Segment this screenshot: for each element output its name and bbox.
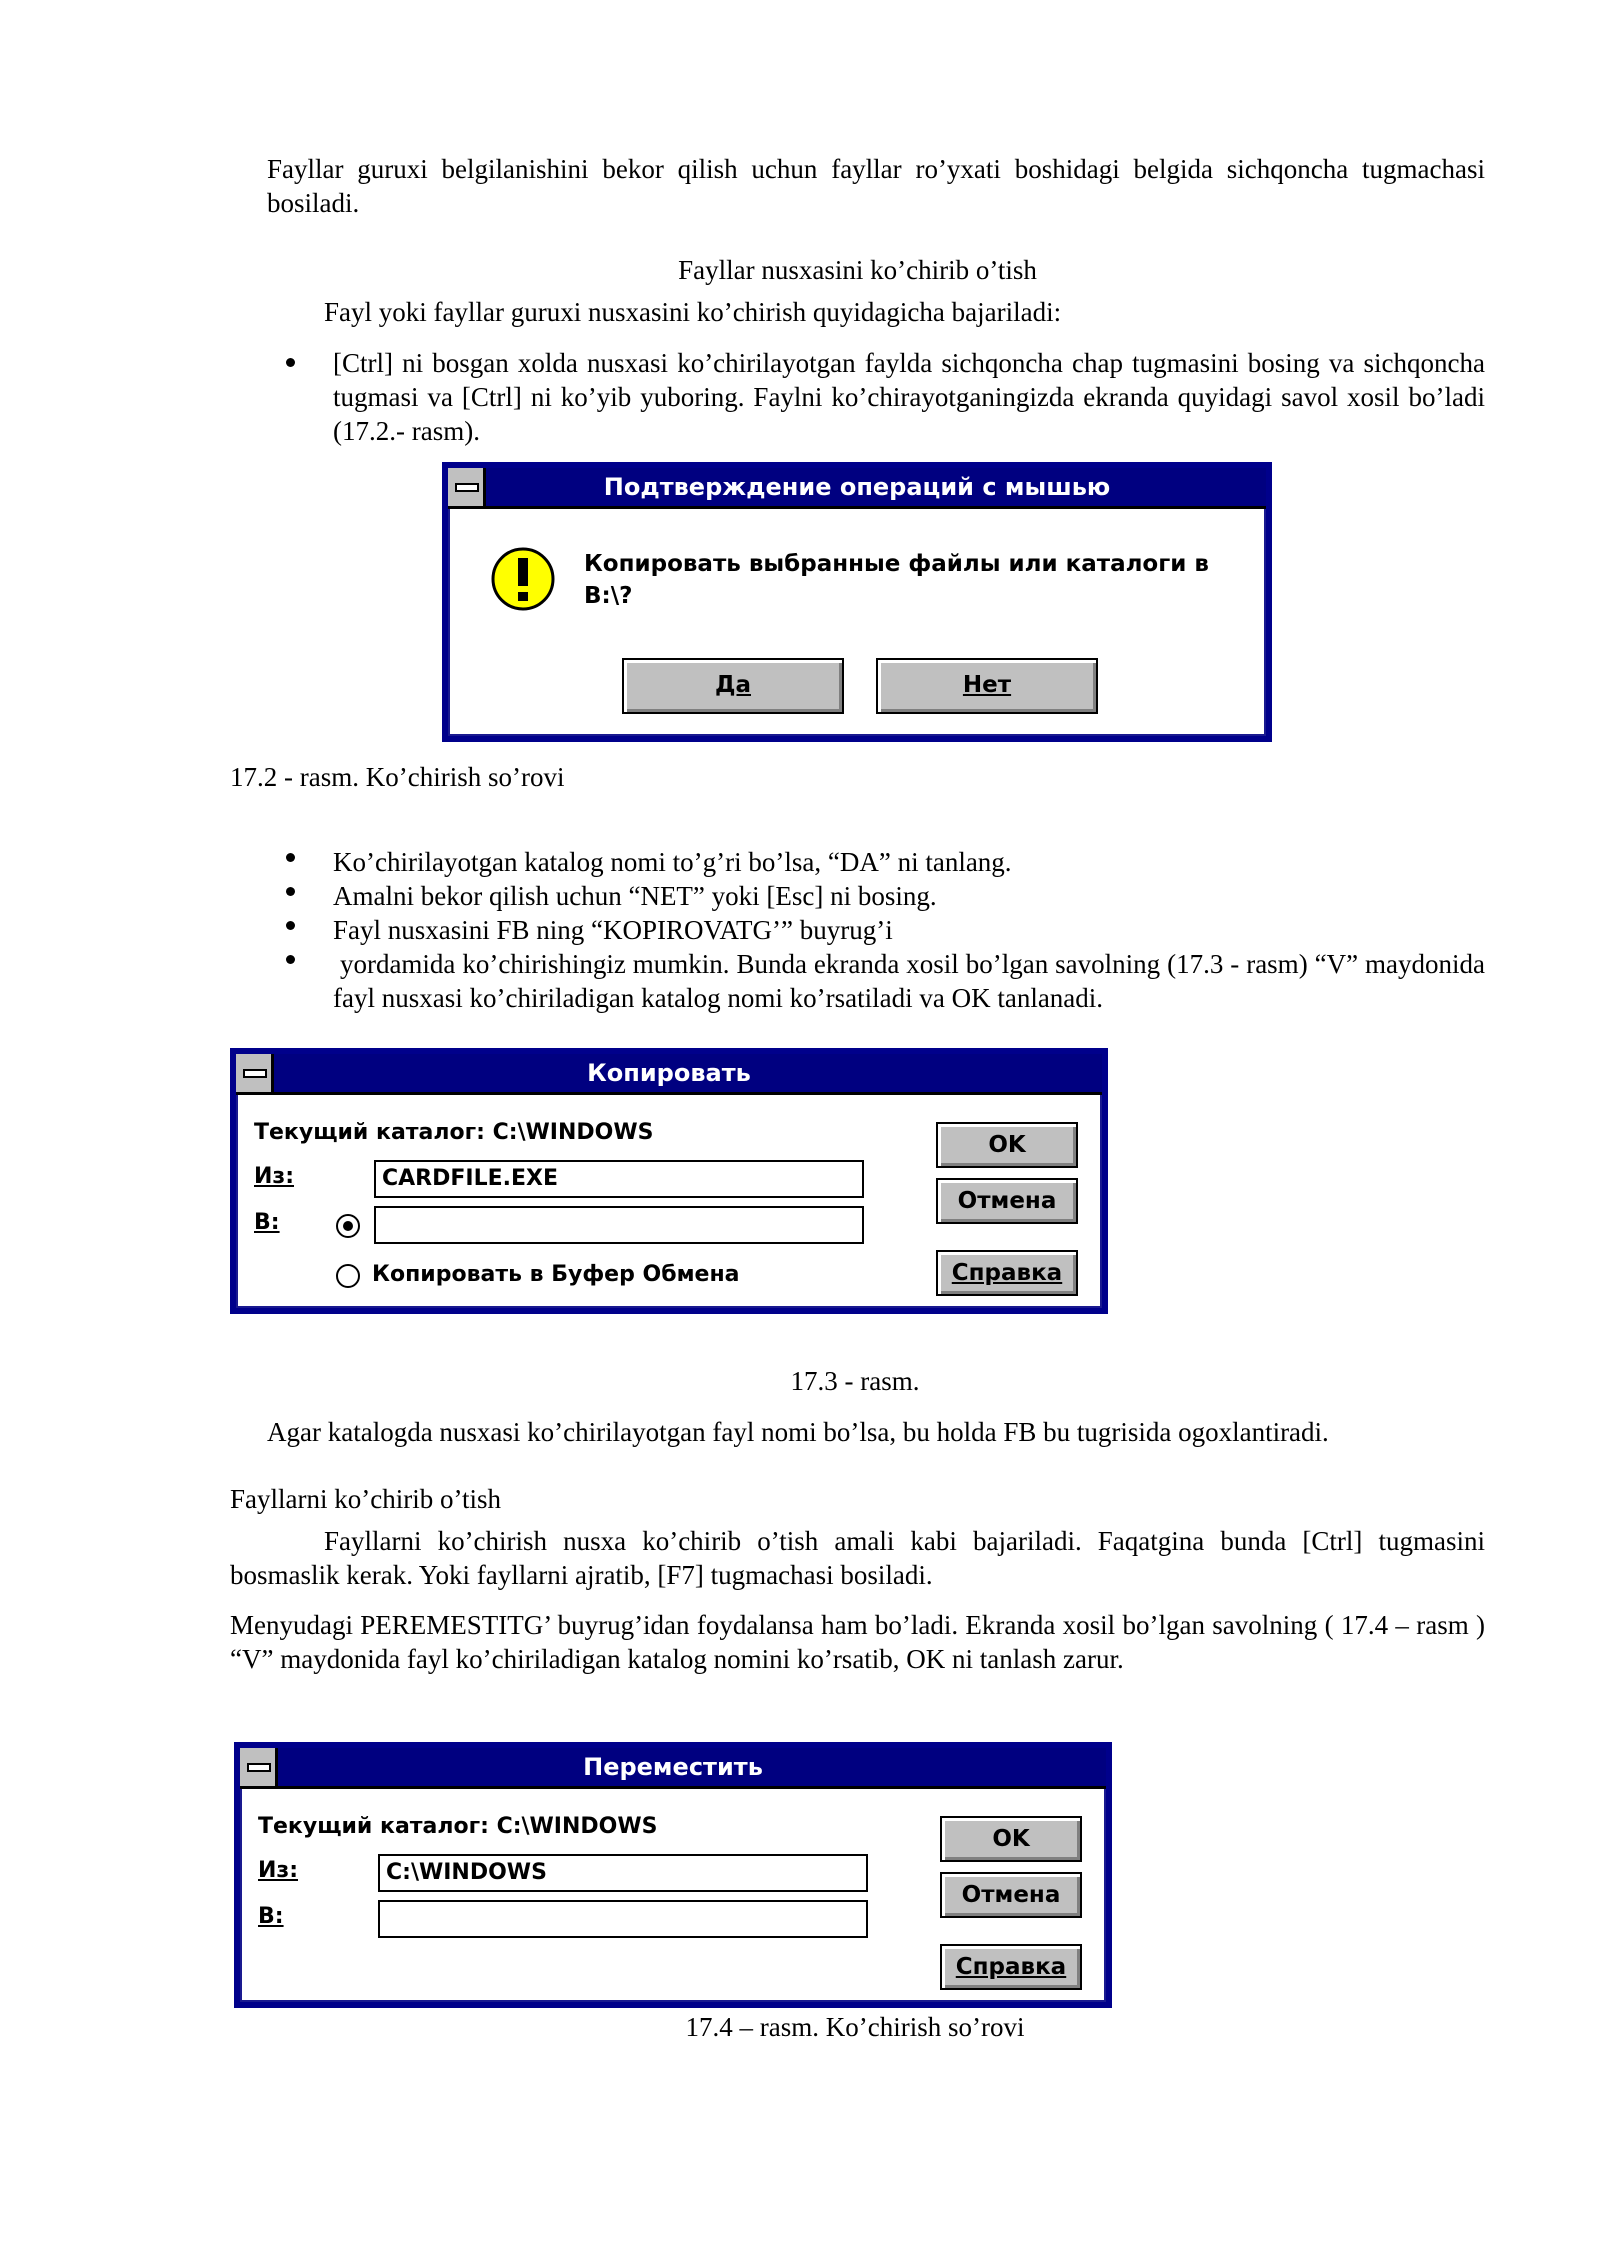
paragraph-move-intro: Fayllarni ko’chirish nusxa ko’chirib o’tish amali kabi bajariladi. Faqatgina bunda [Ctrl] tugmasini bosmaslik kerak. Yoki fayllarni ajratib, [F7] tugmachasi bosiladi. — [230, 1526, 1485, 1590]
cancel-button[interactable]: Отмена — [940, 1872, 1082, 1918]
dialog-title-bar — [236, 1054, 1102, 1095]
bullet-item: Ko’chirilayotgan katalog nomi to’g’ri bo’lsa, “DA” ni tanlang. — [333, 847, 1012, 877]
dialog-title-bar — [240, 1748, 1106, 1789]
from-label: Из: — [254, 1164, 294, 1189]
dialog-title: Переместить — [583, 1753, 763, 1781]
cancel-button[interactable]: Отмена — [936, 1178, 1078, 1224]
current-directory: Текущий каталог: C:\WINDOWS — [254, 1120, 654, 1145]
figure-caption: 17.3 - rasm. — [790, 1366, 920, 1396]
confirm-dialog — [442, 462, 1272, 742]
bullet-dot — [286, 921, 295, 930]
move-dialog — [234, 1742, 1112, 2008]
bullet-dot — [286, 358, 295, 367]
section-heading-copy: Fayllar nusxasini ko’chirib o’tish — [678, 255, 1037, 285]
bullet-item: yordamida ko’chirishingiz mumkin. Bunda ekranda xosil bo’lgan savolning (17.3 - rasm) “V” maydonida fayl nusxasi ko’chiriladigan katalog nomi ko’rsatiladi va OK tanlanadi. — [333, 949, 1492, 1013]
paragraph-copy-intro: Fayl yoki fayllar guruxi nusxasini ko’chirish quyidagicha bajariladi: — [324, 297, 1062, 327]
figure-caption: 17.2 - rasm. Ko’chirish so’rovi — [230, 762, 565, 792]
ok-button[interactable]: OK — [940, 1816, 1082, 1862]
paragraph-move-menu: Menyudagi PEREMESTITG’ buyrug’idan foydalansa ham bo’ladi. Ekranda xosil bo’lgan savolning ( 17.4 – rasm ) “V” maydonida fayl ko’chiriladigan katalog nomini ko’rsatib, OK ni tanlash zarur. — [230, 1610, 1485, 1674]
to-radio-button[interactable] — [336, 1214, 360, 1238]
ok-button[interactable]: OK — [936, 1122, 1078, 1168]
dialog-title: Подтверждение операций с мышью — [603, 473, 1111, 501]
paragraph-overwrite-warning: Agar katalogda nusxasi ko’chirilayotgan fayl nomi bo’lsa, bu holda FB bu tugrisida ogoxlantiradi. — [267, 1417, 1329, 1447]
from-input[interactable]: CARDFILE.EXE — [374, 1160, 864, 1198]
bullet-dot — [286, 853, 295, 862]
dialog-title: Копировать — [587, 1059, 751, 1087]
system-menu-icon[interactable] — [448, 468, 486, 506]
yes-button-label: Да — [714, 672, 751, 698]
bullet-item: Amalni bekor qilish uchun “NET” yoki [Esc] ni bosing. — [333, 881, 937, 911]
help-button-label: Справка — [955, 1954, 1067, 1980]
figure-caption: 17.4 – rasm. Ko’chirish so’rovi — [685, 2012, 1025, 2042]
section-heading-move: Fayllarni ko’chirib o’tish — [230, 1484, 501, 1514]
no-button-label: Нет — [962, 672, 1012, 698]
clipboard-option-label: Копировать в Буфер Обмена — [372, 1262, 740, 1287]
dialog-message: Копировать выбранные файлы или каталоги в B:\? — [584, 551, 1209, 609]
copy-dialog — [230, 1048, 1108, 1314]
help-button[interactable] — [936, 1250, 1078, 1296]
bullet-dot — [286, 955, 295, 964]
help-button-label: Справка — [951, 1260, 1063, 1286]
dialog-title-bar — [448, 468, 1266, 509]
to-input[interactable] — [374, 1206, 864, 1244]
current-directory: Текущий каталог: C:\WINDOWS — [258, 1814, 658, 1839]
from-input[interactable]: C:\WINDOWS — [378, 1854, 868, 1892]
bullet-item: [Ctrl] ni bosgan xolda nusxasi ko’chirilayotgan faylda sichqoncha chap tugmasini bosing va sichqoncha tugmasi va [Ctrl] ni ko’yib yuboring. Faylni ko’chirayotganingizda ekranda quyidagi savol xosil bo’ladi (17.2.- rasm). — [333, 348, 1485, 446]
no-button[interactable] — [876, 658, 1098, 714]
warning-icon — [490, 546, 556, 612]
to-label: В: — [258, 1904, 284, 1929]
bullet-dot — [286, 887, 295, 896]
to-input[interactable] — [378, 1900, 868, 1938]
bullet-item: Fayl nusxasini FB ning “KOPIROVATG’” buyrug’i — [333, 915, 893, 945]
yes-button[interactable] — [622, 658, 844, 714]
from-label: Из: — [258, 1858, 298, 1883]
system-menu-icon[interactable] — [236, 1054, 274, 1092]
clipboard-radio-button[interactable] — [336, 1264, 360, 1288]
to-label: В: — [254, 1210, 280, 1235]
system-menu-icon[interactable] — [240, 1748, 278, 1786]
paragraph-intro: Fayllar guruxi belgilanishini bekor qilish uchun fayllar ro’yxati boshidagi belgida sichqoncha tugmachasi bosiladi. — [267, 154, 1485, 218]
help-button[interactable] — [940, 1944, 1082, 1990]
